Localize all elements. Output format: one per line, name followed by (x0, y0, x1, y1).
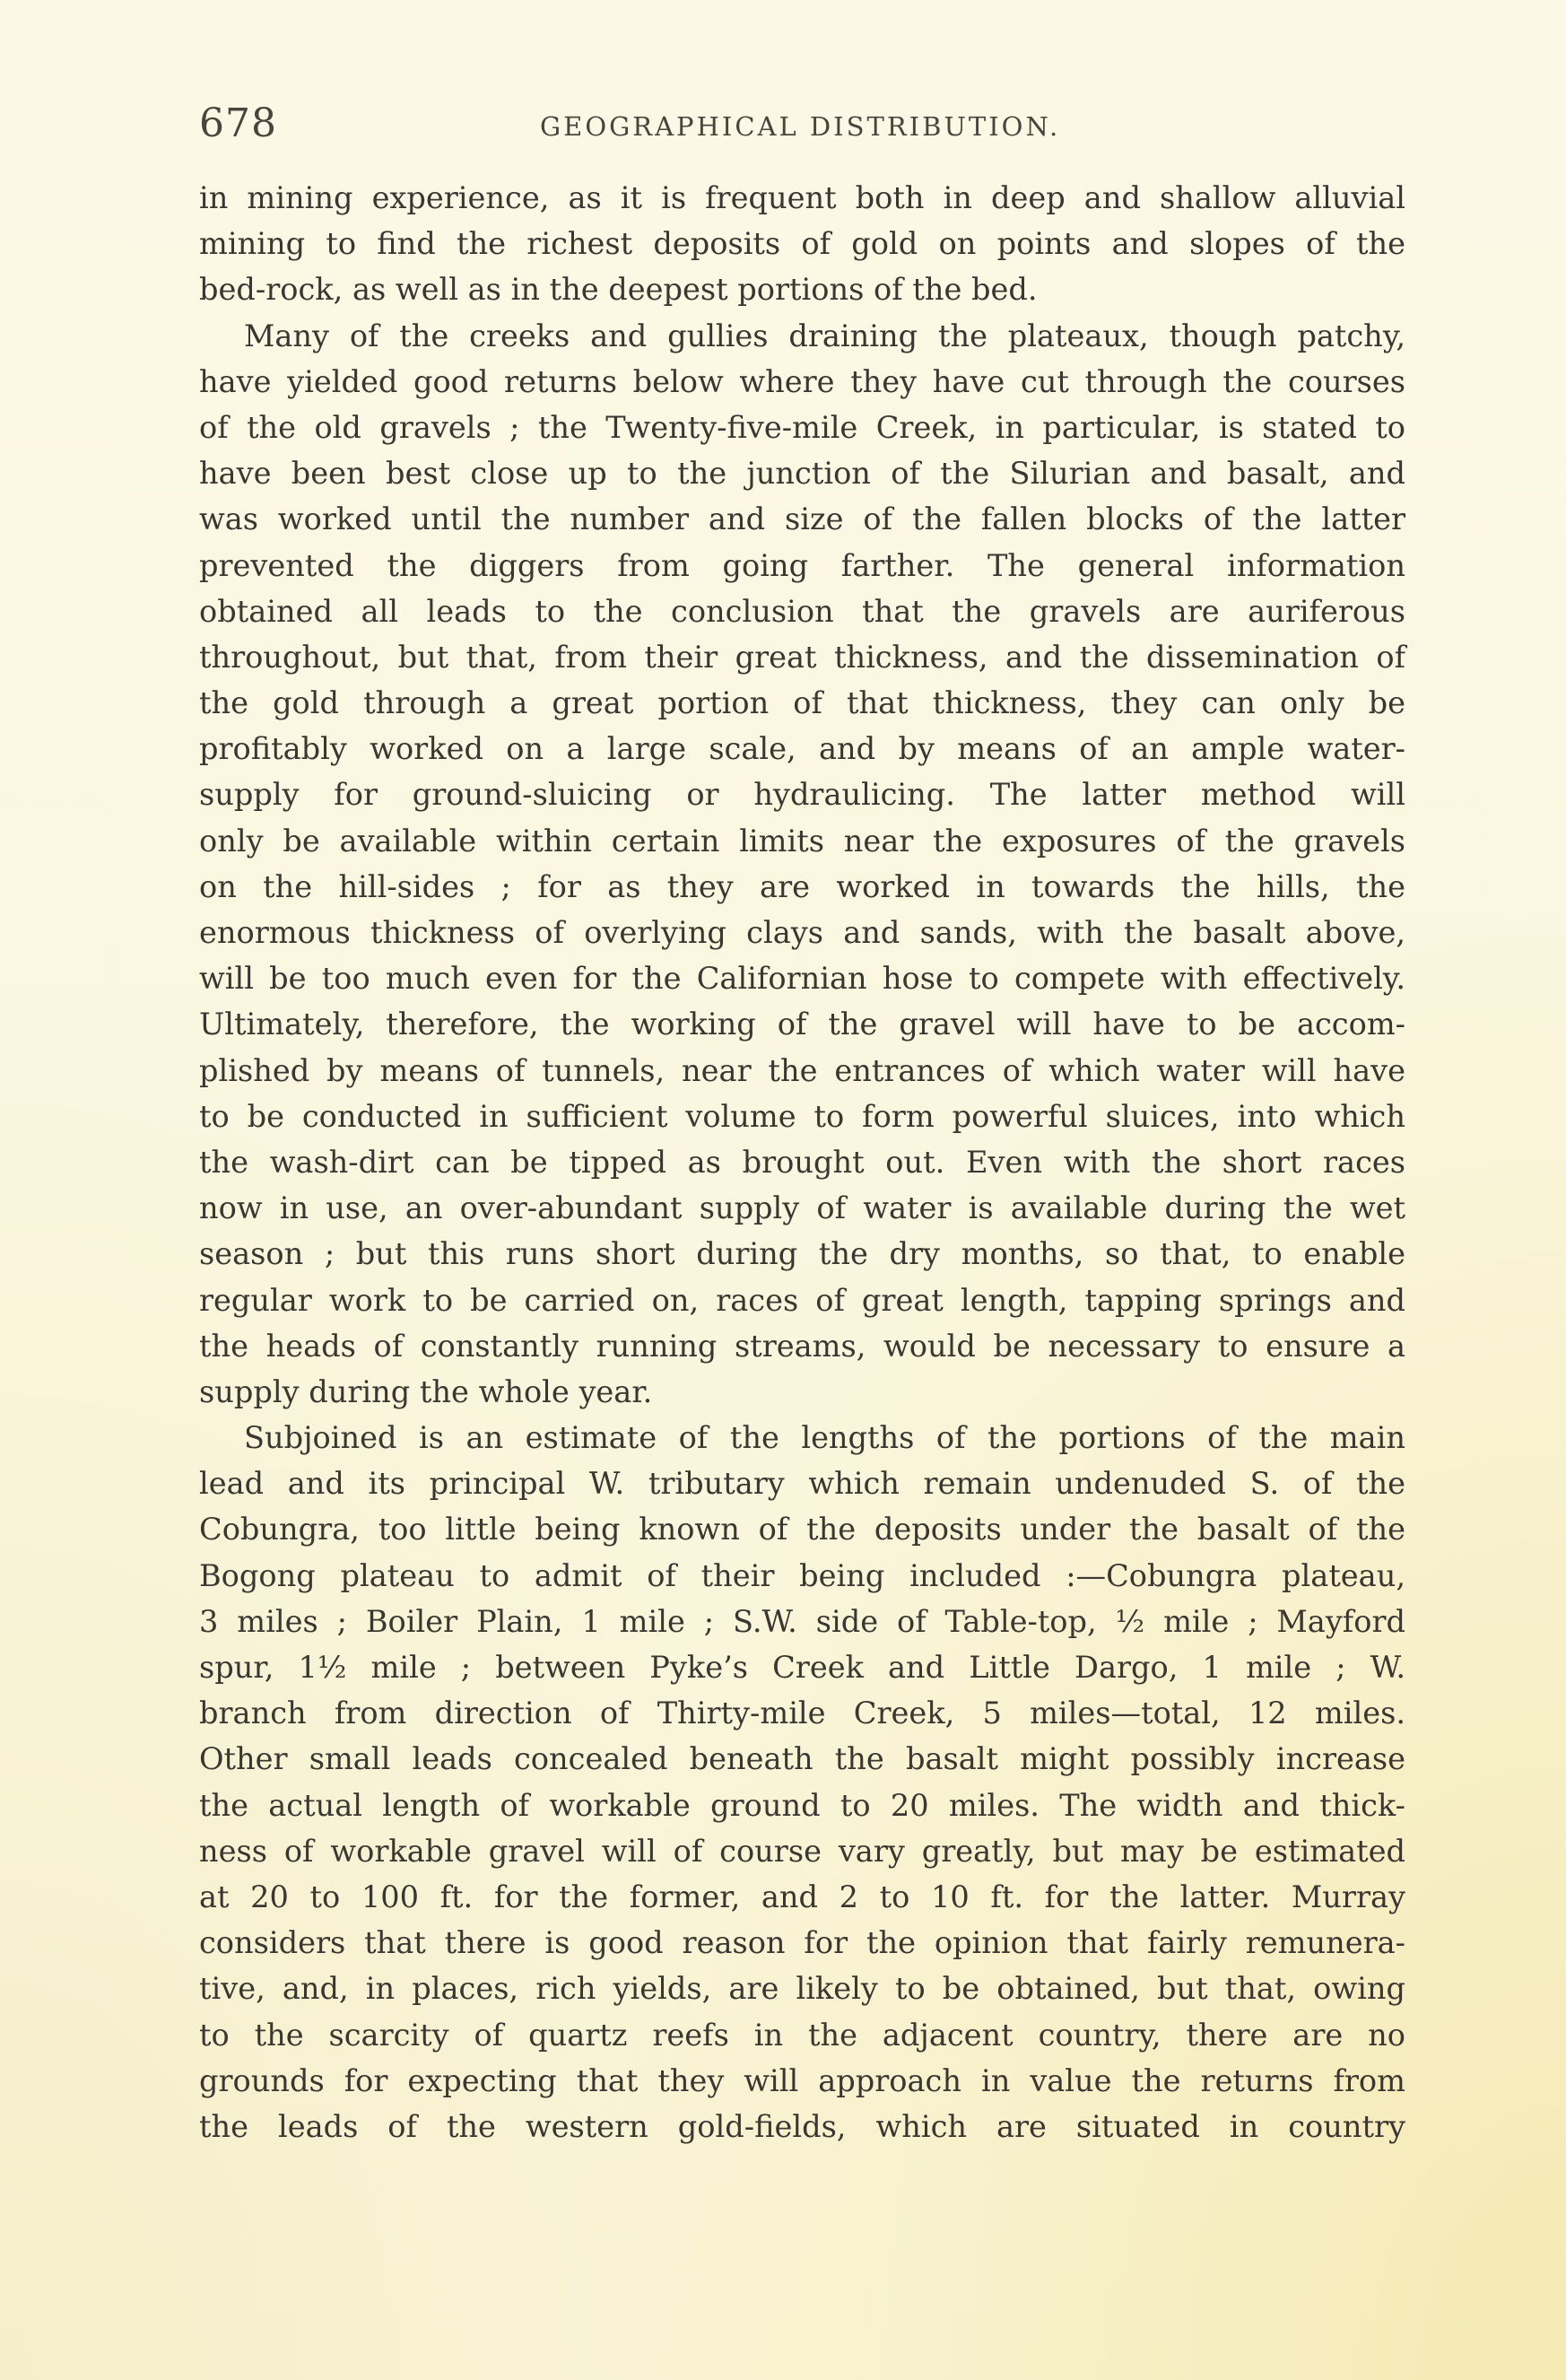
text-line: have yielded good returns below where they have cut through the courses (199, 363, 1405, 399)
paragraph-1 (199, 175, 1405, 313)
text-line: tive, and, in places, rich yields, are likely to be obtained, but that, owing (199, 1971, 1405, 2007)
text-line: to the scarcity of quartz reefs in the adjacent country, there are no (199, 2017, 1405, 2053)
text-line: prevented the diggers from going farther. The general information (199, 547, 1405, 583)
text-line: supply during the whole year. (199, 1373, 653, 1409)
text-line: grounds for expecting that they will approach in value the returns from (199, 2062, 1405, 2098)
page-number: 678 (199, 100, 277, 146)
text-line: obtained all leads to the conclusion that the gravels are auriferous (199, 593, 1405, 629)
text-line: Ultimately, therefore, the working of the gravel will have to be accom- (199, 1007, 1405, 1042)
running-head (199, 100, 1419, 154)
text-line: lead and its principal W. tributary which remain undenuded S. of the (199, 1466, 1405, 1502)
text-line: the leads of the western gold-fields, which are situated in country (199, 2108, 1405, 2144)
text-line: enormous thickness of overlying clays and sands, with the basalt above, (199, 915, 1405, 950)
text-line: Many of the creeks and gullies draining the plateaux, though patchy, (244, 318, 1405, 353)
text-line: ness of workable gravel will of course vary greatly, but may be estimated (199, 1833, 1405, 1869)
text-line: of the old gravels ; the Twenty-five-mile Creek, in particular, is stated to (199, 409, 1405, 445)
running-title: GEOGRAPHICAL DISTRIBUTION. (540, 111, 1061, 142)
text-line: have been best close up to the junction of the Silurian and basalt, and (199, 456, 1405, 492)
text-line: Subjoined is an estimate of the lengths of the portions of the main (244, 1420, 1405, 1456)
body-text (199, 175, 1405, 2149)
text-line: only be available within certain limits near the exposures of the gravels (199, 823, 1405, 859)
text-line: plished by means of tunnels, near the entrances of which water will have (199, 1052, 1405, 1088)
text-line: spur, 1½ mile ; between Pyke’s Creek and Little Dargo, 1 mile ; W. (199, 1650, 1405, 1685)
paragraph-2 (199, 313, 1405, 1416)
paragraph-3 (199, 1415, 1405, 2149)
text-line: the heads of constantly running streams, would be necessary to ensure a (199, 1328, 1405, 1364)
text-line: bed-rock, as well as in the deepest portions of the bed. (199, 272, 1038, 308)
text-line: on the hill-sides ; for as they are worked in towards the hills, the (199, 868, 1405, 904)
text-line: Other small leads concealed beneath the basalt might possibly increase (199, 1741, 1405, 1777)
text-line: to be conducted in sufficient volume to form powerful sluices, into which (199, 1098, 1405, 1134)
text-line: the gold through a great portion of that thickness, they can only be (199, 685, 1405, 721)
text-line: branch from direction of Thirty-mile Creek, 5 miles—total, 12 miles. (199, 1696, 1405, 1731)
text-line: supply for ground-sluicing or hydraulicing. The latter method will (199, 777, 1405, 813)
text-line: considers that there is good reason for the opinion that fairly remunera- (199, 1925, 1405, 1961)
text-line: the actual length of workable ground to 20 miles. The width and thick- (199, 1787, 1405, 1823)
text-line: Bogong plateau to admit of their being included :—Cobungra plateau, (199, 1557, 1405, 1593)
text-line: in mining experience, as it is frequent both in deep and shallow alluvial (199, 180, 1405, 215)
text-line: season ; but this runs short during the dry months, so that, to enable (199, 1236, 1405, 1272)
text-line: now in use, an over-abundant supply of water is available during the wet (199, 1190, 1405, 1226)
text-line: regular work to be carried on, races of great length, tapping springs and (199, 1282, 1405, 1318)
text-line: 3 miles ; Boiler Plain, 1 mile ; S.W. side of Table-top, ½ mile ; Mayford (199, 1603, 1405, 1639)
text-line: mining to find the richest deposits of gold on points and slopes of the (199, 226, 1405, 262)
text-line: at 20 to 100 ft. for the former, and 2 to 10 ft. for the latter. Murray (199, 1879, 1405, 1914)
text-line: Cobungra, too little being known of the deposits under the basalt of the (199, 1512, 1405, 1547)
text-line: was worked until the number and size of the fallen blocks of the latter (199, 501, 1405, 537)
text-line: the wash-dirt can be tipped as brought out. Even with the short races (199, 1144, 1405, 1180)
text-line: will be too much even for the Californian hose to compete with effectively. (199, 961, 1405, 997)
text-line: throughout, but that, from their great thickness, and the dissemination of (199, 639, 1405, 675)
text-line: profitably worked on a large scale, and by means of an ample water- (199, 731, 1405, 767)
